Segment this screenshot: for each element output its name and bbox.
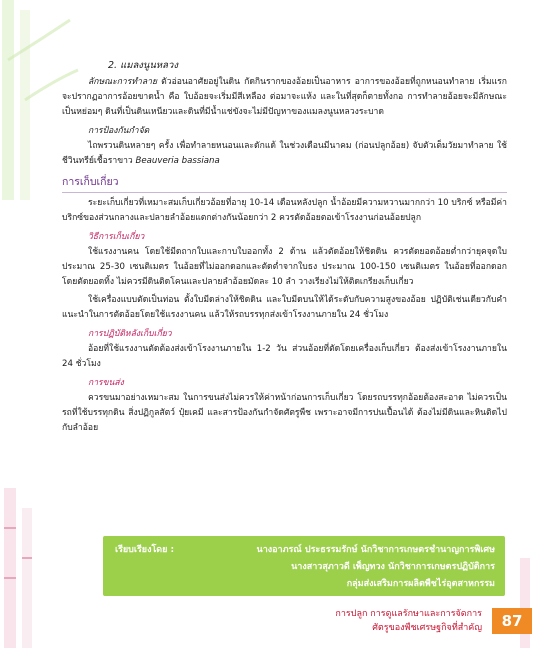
method-manual: ใช้แรงงานคน โดยใช้มีดถากใบและกาบใบออกทั้ง 2 ด้าน แล้วตัดอ้อยให้ชิดดิน ควรตัดยอดอ้อยต่ำกว่ายุคจุดใบประมาณ 25-30 เซนติเมตร ในอ้อยที่ไม่ออกดอกและตัดต่ำจากใบธง ประมาณ 100-150 เซนติเมตร ในอ้อยที่ออกดอกโดยตัดยอดทิ้ง ไม่ควรมีดินติดโคนและปลายลำอ้อยมัดละ 10 ลำ วางเรียงไม่ให้ติดเกรียงเก็บเกี่ยว: [62, 247, 507, 287]
control-label: การป้องกันกำจัด: [88, 126, 150, 136]
credits-box: [103, 536, 505, 596]
damage-paragraph: [62, 75, 507, 120]
section-divider: [62, 192, 507, 193]
methods-heading: วิธีการเก็บเกี่ยว: [88, 232, 145, 242]
pest-item-title: 2. แมลงนูนหลวง: [108, 60, 178, 71]
post-harvest-text: อ้อยที่ใช้แรงงานตัดต้องส่งเข้าโรงงานภายใน 1-2 วัน ส่วนอ้อยที่ตัดโดยเครื่องเก็บเกี่ยว ต้องส่งเข้าโรงงานภายใน 24 ชั่วโมง: [62, 344, 507, 369]
footer-line-1: การปลูก การดูแลรักษาและการจัดการ: [335, 609, 482, 619]
credit-author-1: นางอาภรณ์ ประธรรมรักษ์ นักวิชาการเกษตรชำนาญการพิเศษ: [256, 545, 495, 555]
page-content: [62, 58, 507, 436]
page-number: 87: [492, 608, 532, 634]
credit-author-2: นางสาวสุภาวดี เพ็ญทวง นักวิชาการเกษตรปฏิบัติการ: [291, 562, 495, 572]
footer-line-2: ศัตรูของพืชเศรษฐกิจที่สำคัญ: [372, 623, 482, 633]
credits-label: เรียบเรียงโดย :: [115, 545, 175, 555]
harvest-heading: การเก็บเกี่ยว: [62, 176, 119, 188]
transport-text: ควรขนมาอย่างเหมาะสม ในการขนส่งไม่ควรให้ค่าหน้าก่อนการเก็บเกี่ยว โดยรถบรรทุกอ้อยต้องสะอาด ไม่ควรเป็นรถที่ใช้บรรทุกดิน สิ่งปฏิกูลสัตว์ ปุ๋ยเคมี และสารป้องกันกำจัดศัตรูพืช เพราะอาจมีการปนเปื้อนได้ ต้องไม่มีดินและหินติดไปกับลำอ้อย: [62, 393, 507, 433]
damage-label: ลักษณะการทำลาย: [88, 77, 157, 87]
control-text: ไถพรวนดินหลายๆ ครั้ง เพื่อทำลายหนอนและดักแด้ ในช่วงเดือนมีนาคม (ก่อนปลูกอ้อย) จับตัวเต็มวัยมาทำลาย ใช้ชีวินทรีย์เชื้อราขาว: [62, 141, 507, 166]
transport-heading: การขนส่ง: [88, 378, 124, 388]
control-paragraph: [62, 139, 507, 169]
post-harvest-heading: การปฏิบัติหลังเก็บเกี่ยว: [88, 329, 172, 339]
credit-group: กลุ่มส่งเสริมการผลิตพืชไร่อุตสาหกรรม: [346, 579, 495, 589]
damage-text: ตัวอ่อนอาศัยอยู่ในดิน กัดกินรากของอ้อยเป็นอาหาร อาการของอ้อยที่ถูกหนอนทำลาย เริ่มแรกจะปรากฏอาการอ้อยขาดน้ำ คือ ใบอ้อยจะเริ่มมีสีเหลือง ต่อมาจะแห้ง และในที่สุดก็ตายทั้งกอ การทำลายอ้อยจะมีลักษณะเป็นหย่อมๆ ดินที่เป็นดินเหนียวและดินที่มีน้ำแช่ขังจะไม่มีปัญหาของแมลงนูนหลวงระบาด: [62, 77, 507, 117]
sugarcane-decoration-bottom: [0, 488, 70, 648]
latin-name: Beauveria bassiana: [135, 156, 220, 166]
harvest-intro: ระยะเก็บเกี่ยวที่เหมาะสมเก็บเกี่ยวอ้อยที่อายุ 10-14 เดือนหลังปลูก น้ำอ้อยมีความหวานมากกว่า 10 บริกซ์ หรือมีค่าบริกซ์ของส่วนกลางและปลายลำอ้อยแตกต่างกันน้อยกว่า 2 ควรตัดอ้อยตอเข้าโรงงานก่อนอ้อยปลูก: [62, 198, 507, 223]
method-machine: ใช้เครื่องแบบตัดเป็นท่อน ตั้งใบมีดล่างให้ชิดดิน และใบมีดบนให้ได้ระดับกับความสูงของอ้อย ปฏิบัติเช่นเดียวกับคำแนะนำในการตัดอ้อยโดยใช้แรงงานคน แล้วให้รถบรรทุกส่งเข้าโรงงานภายใน 24 ชั่วโมง: [62, 295, 507, 320]
